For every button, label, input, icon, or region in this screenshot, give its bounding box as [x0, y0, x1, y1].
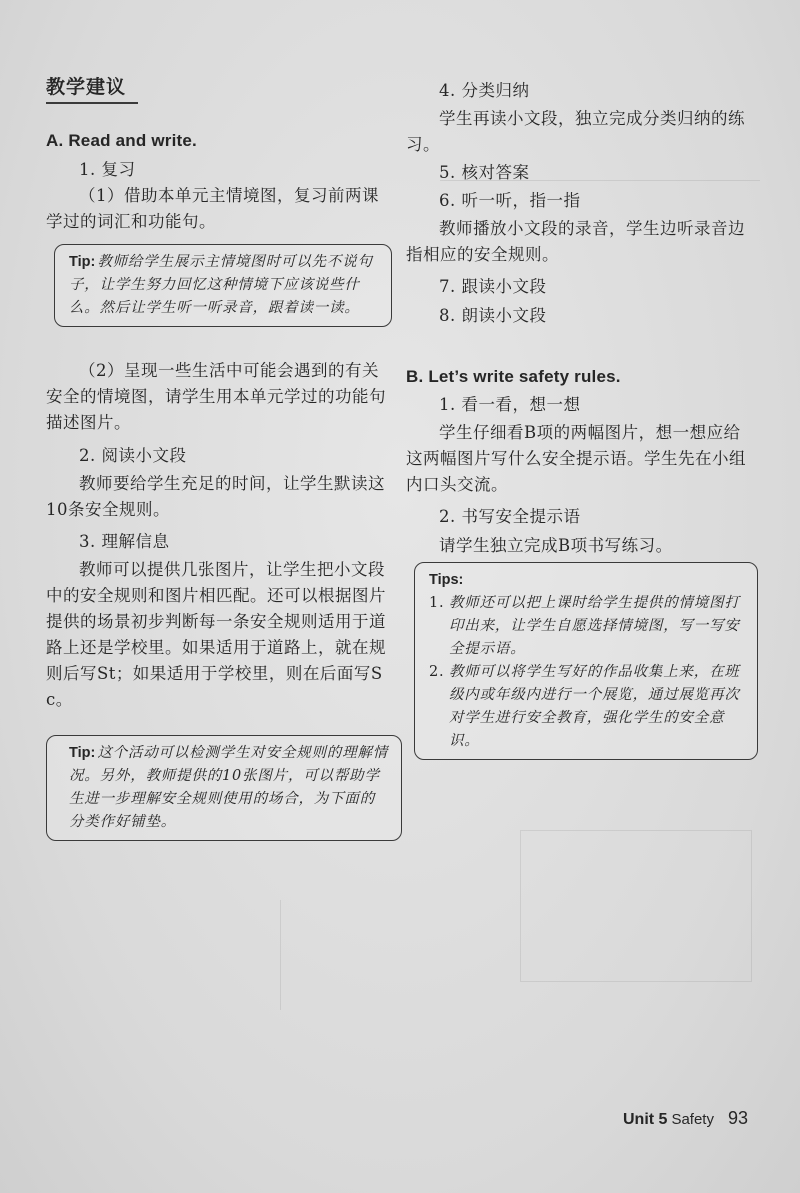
- step-classify-text: 学生再读小文段，独立完成分类归纳的练习。: [406, 109, 745, 154]
- bleed-through-mark: [280, 900, 481, 1010]
- step-listen-point: 6. 听一听，指一指: [439, 191, 581, 210]
- tip-text: 教师给学生展示主情境图时可以先不说句子，让学生努力回忆这种情境下应该说些什么。然后让学生听一听录音，跟着读一读。: [69, 254, 373, 316]
- tip-box-1: [54, 244, 392, 327]
- step-look-think-text: 学生仔细看B项的两幅图片，想一想应给这两幅图片写什么安全提示语。学生先在小组内口头交流。: [406, 423, 746, 494]
- tips-item-number: 2.: [429, 664, 445, 680]
- step-read-passage-text: 教师要给学生充足的时间，让学生默读这10条安全规则。: [46, 474, 385, 519]
- step-write-rules-text: 请学生独立完成B项书写练习。: [439, 536, 673, 555]
- step-review-1: （1）借助本单元主情境图，复习前两课学过的词汇和功能句。: [46, 186, 379, 231]
- tips-box: [414, 562, 758, 760]
- page-number: 93: [727, 1108, 748, 1128]
- step-write-rules: 2. 书写安全提示语: [439, 507, 581, 526]
- tips-item-number: 1.: [429, 595, 445, 611]
- step-check-answers: 5. 核对答案: [439, 163, 530, 182]
- footer-unit: Unit 5: [622, 1111, 668, 1128]
- section-b-title: B. Let’s write safety rules.: [406, 367, 621, 386]
- tip-label: Tip:: [69, 254, 96, 270]
- step-look-think: 1. 看一看，想一想: [439, 395, 581, 414]
- tips-list: [429, 592, 745, 753]
- heading-underline: [46, 102, 138, 104]
- tips-label: Tips:: [429, 572, 464, 588]
- step-review: 1. 复习: [79, 160, 136, 179]
- page-heading: 教学建议: [46, 76, 127, 98]
- bleed-through-mark: [520, 830, 752, 982]
- step-listen-point-text: 教师播放小文段的录音，学生边听录音边指相应的安全规则。: [406, 219, 745, 264]
- tip-label: Tip:: [69, 745, 96, 761]
- step-read-along: 7. 跟读小文段: [439, 277, 547, 296]
- tips-item: [429, 661, 745, 753]
- tip-text: 这个活动可以检测学生对安全规则的理解情况。另外，教师提供的10张图片，可以帮助学生进一步理解安全规则使用的场合，为下面的分类作好铺垫。: [69, 745, 389, 830]
- step-read-aloud: 8. 朗读小文段: [439, 306, 547, 325]
- step-understand-text: 教师可以提供几张图片，让学生把小文段中的安全规则和图片相匹配。还可以根据图片提供的场景初步判断每一条安全规则适用于道路上还是学校里。如果适用于道路上，就在规则后写St；如果适用于学校里，则在后面写Sc。: [46, 560, 386, 709]
- footer-unit-title: Safety: [671, 1111, 714, 1128]
- tip-box-2: [46, 735, 402, 841]
- tips-item: [429, 592, 745, 661]
- section-a-title: A. Read and write.: [46, 131, 197, 150]
- step-read-passage: 2. 阅读小文段: [79, 446, 187, 465]
- page-footer: [623, 1108, 748, 1129]
- step-review-2: （2）呈现一些生活中可能会遇到的有关安全的情境图，请学生用本单元学过的功能句描述图片。: [46, 361, 386, 432]
- tips-item-text: 教师还可以把上课时给学生提供的情境图打印出来，让学生自愿选择情境图，写一写安全提示语。: [449, 595, 740, 657]
- step-classify: 4. 分类归纳: [439, 81, 530, 100]
- step-understand: 3. 理解信息: [79, 532, 170, 551]
- tips-item-text: 教师可以将学生写好的作品收集上来，在班级内或年级内进行一个展览，通过展览再次对学生进行安全教育，强化学生的安全意识。: [449, 664, 740, 749]
